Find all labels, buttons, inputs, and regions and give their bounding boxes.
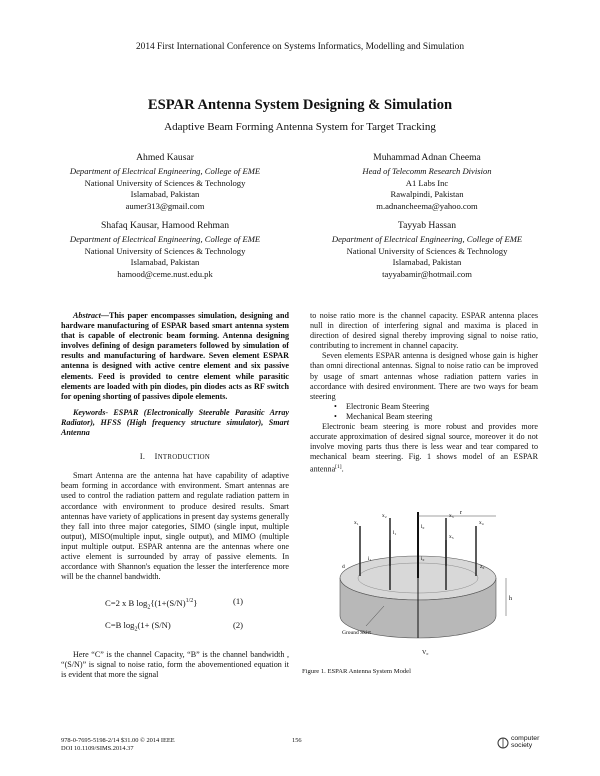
author-block-2 <box>312 152 542 212</box>
author-city: Rawalpindi, Pakistan <box>390 189 464 200</box>
page-number: 156 <box>292 737 302 744</box>
abstract <box>61 311 289 402</box>
right-paragraph-3 <box>310 422 538 475</box>
beam-steering-list <box>310 402 538 422</box>
section-number: I. <box>139 452 146 462</box>
author-dept: Department of Electrical Engineering, College of EME <box>69 234 261 245</box>
eq1-lhs: C=2 x B log <box>105 598 148 609</box>
author-org: National University of Sciences & Technology <box>84 177 246 188</box>
abstract-lead: Abstract— <box>73 311 109 320</box>
author-dept: Head of Telecomm Research Division <box>362 166 492 177</box>
figure-caption: Figure 1. ESPAR Antenna System Model <box>302 668 411 675</box>
left-column <box>61 311 289 681</box>
label-l1: l₁ <box>393 530 397 536</box>
author-city: Islamabad, Pakistan <box>130 257 200 268</box>
label-il: i₁ <box>368 556 372 562</box>
list-item: • Electronic Beam Steering <box>334 402 538 412</box>
eq1-rhs: {(1+(S/N) <box>150 598 186 609</box>
footer-isbn: 978-0-7695-5198-2/14 $31.00 © 2014 IEEE <box>61 737 175 744</box>
author-block-3 <box>50 220 280 280</box>
author-email: tayyabamir@hotmail.com <box>382 268 472 279</box>
label-d: d <box>342 564 345 570</box>
author-name: Shafaq Kausar, Hamood Rehman <box>100 220 230 231</box>
author-org: National University of Sciences & Technology <box>346 245 508 256</box>
author-block-4 <box>312 220 542 280</box>
computer-society-logo <box>497 731 543 759</box>
conference-header: 2014 First International Conference on Systems Informatics, Modelling and Simulation <box>135 42 465 52</box>
intro-paragraph-1: Smart Antenna are the antenna hat have capability of adaptive beam forming in accordance with environment. Smart antennas are used to control the radiation pattern and regulate radiation pattern in accordance with environment to produce desired results. Smart antennas have variety of applications in present day systems generally they fall into three major categories, SIMO (single input, multiple output), MISO(multiple input, single output), and MIMO (multiple input multiple output. ESPAR antenna are the antennas where one active element is surrounded by array of passive elements. In accordance with Shannon's equation the lesser the interference more will be the channel bandwidth. <box>61 471 289 582</box>
p3-text: Electronic beam steering is more robust and provides more accurate approximation of desired signal source, moreover it do not involve moving parts thus there is less wear and tear compared to mechanical beam steering. Fig. 1 shows model of an ESPAR antenna <box>310 422 538 475</box>
label-x1: x₁ <box>354 520 359 526</box>
author-name: Ahmed Kausar <box>136 152 194 163</box>
author-name: Muhammad Adnan Cheema <box>373 152 481 163</box>
section-title-first: I <box>154 452 158 462</box>
right-column <box>310 311 538 475</box>
paper-title: ESPAR Antenna System Designing & Simulation <box>147 97 453 113</box>
label-x3: x₃ <box>449 513 454 519</box>
eq2-number: (2) <box>233 620 244 631</box>
author-dept: Department of Electrical Engineering, College of EME <box>69 166 261 177</box>
label-ground-skirt: Ground Skirt <box>342 630 371 636</box>
right-paragraph-2: Seven elements ESPAR antenna is designed whose gain is higher than omni directional antennas. Signal to noise ratio can be improved by usage of smart antennas whose radiation pattern varies in accordance with desired environment. There are two ways for beam steering <box>310 351 538 401</box>
p3-end: . <box>341 465 344 475</box>
logo-text <box>511 735 539 749</box>
espar-antenna-figure <box>330 506 520 658</box>
logo-mark-icon <box>497 737 509 749</box>
equation-1 <box>61 596 289 612</box>
label-i0: i₀ <box>421 556 425 562</box>
eq1-tail: } <box>193 598 198 609</box>
eq2-lhs: C=B log <box>105 620 135 631</box>
label-v0: V₀ <box>422 650 429 656</box>
label-l0: l₀ <box>421 524 425 530</box>
eq2-sub: 2 <box>134 626 138 633</box>
footer-ids <box>61 737 175 754</box>
eq2-rhs: (1+ (S/N) <box>137 620 171 631</box>
eq1-sup: 1/2 <box>185 598 194 605</box>
logo-text-top: computer <box>511 735 540 742</box>
keywords: Keywords- ESPAR (Electronically Steerable Parasitic Array Radiator), HFSS (High frequency structure simulator), Smart Antenna <box>61 407 289 438</box>
label-r: r <box>460 510 462 516</box>
label-h: h <box>509 596 512 602</box>
p3-ref: [1] <box>335 464 342 471</box>
author-org: National University of Sciences & Technology <box>84 245 246 256</box>
label-x2: x₂ <box>382 513 387 519</box>
list-item: • Mechanical Beam steering <box>334 412 538 422</box>
author-email: hamood@ceme.nust.edu.pk <box>117 268 213 279</box>
equation-2 <box>61 620 289 636</box>
footer-doi: DOI 10.1109/SIMS.2014.37 <box>61 745 134 753</box>
section-heading-introduction <box>61 452 289 463</box>
author-name: Tayyab Hassan <box>397 220 457 231</box>
abstract-text: This paper encompasses simulation, designing and hardware manufacturing of ESPAR based smart antenna system that is capable of electronic beam forming. Antenna designing involves defining of design parameters followed by simulation of results and manufacturing of hardware. Seven element ESPAR antenna is designed with active centre element and six passive elements. Feed is provided to centre element while parasitic elements are loaded with pin diodes, pin diodes acts as RF switch for opening shorting of passives dipole elements. <box>61 311 289 401</box>
author-block-1 <box>50 152 280 212</box>
eq1-sub: 2 <box>147 604 151 611</box>
label-x5: x₅ <box>449 534 454 540</box>
section-title-rest: NTRODUCTION <box>157 454 211 462</box>
paper-subtitle: Adaptive Beam Forming Antenna System for Target Tracking <box>164 121 436 133</box>
label-zl: z₀ <box>480 564 485 570</box>
logo-text-bottom: society <box>511 742 533 749</box>
eq1-number: (1) <box>233 596 244 607</box>
author-city: Islamabad, Pakistan <box>130 189 200 200</box>
label-x4: x₄ <box>479 520 484 526</box>
right-paragraph-1: to noise ratio more is the channel capacity. ESPAR antenna places null in direction of interfering signal and maxima is placed in direction of desired signal thereby improving signal to noise ratio, contributing to increment in channel capacity. <box>310 311 538 351</box>
author-email: aumer313@gmail.com <box>125 200 205 211</box>
author-org: A1 Labs Inc <box>405 177 449 188</box>
author-dept: Department of Electrical Engineering, College of EME <box>331 234 523 245</box>
author-email: m.adnancheema@yahoo.com <box>376 200 478 211</box>
author-city: Islamabad, Pakistan <box>392 257 462 268</box>
intro-paragraph-2: Here “C” is the channel Capacity, “B” is the channel bandwidth , “(S/N)” is signal to noise ratio, form the abovementioned equation it is evident that more the signal <box>61 650 289 680</box>
